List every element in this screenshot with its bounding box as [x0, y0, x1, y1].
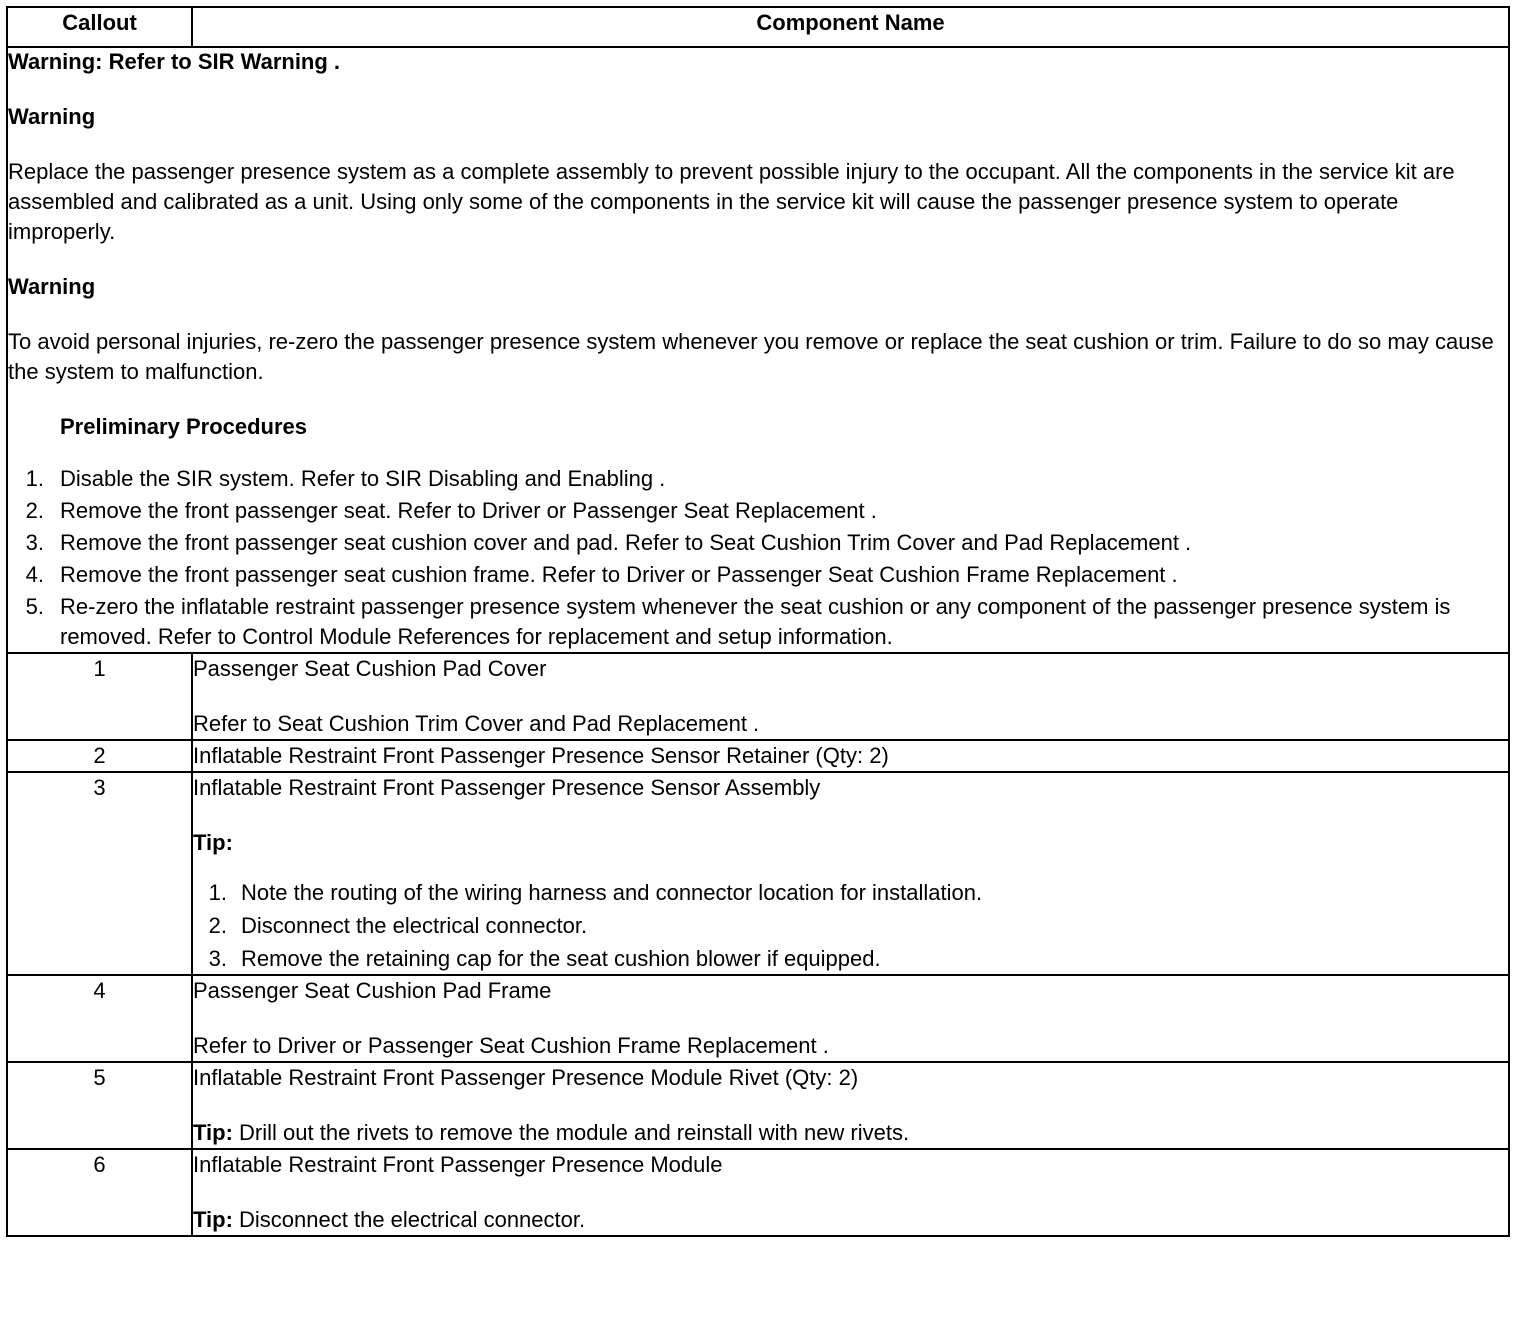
list-item: 1. Disable the SIR system. Refer to SIR Disabling and Enabling . [25, 466, 666, 491]
component-cell [192, 1062, 1509, 1149]
callout-number: 6 [7, 1149, 192, 1236]
list-item: 3. Remove the retaining cap for the seat cushion blower if equipped. [208, 946, 881, 971]
warning-title-2: Warning [8, 274, 96, 299]
component-cell [192, 772, 1509, 975]
list-item: 2. Remove the front passenger seat. Refer to Driver or Passenger Seat Replacement . [25, 498, 877, 523]
component-reference: Refer to Seat Cushion Trim Cover and Pad Replacement . [193, 711, 760, 736]
tip-steps-list [193, 878, 1508, 974]
table-header-row [7, 7, 1509, 47]
component-tip [193, 1118, 1508, 1148]
callout-column-header: Callout [7, 7, 192, 47]
tip-text: Disconnect the electrical connector. [232, 1207, 586, 1232]
list-item: 4. Remove the front passenger seat cushion frame. Refer to Driver or Passenger Seat Cushion Frame Replacement . [25, 562, 1178, 587]
component-cell [192, 653, 1509, 740]
component-name: Passenger Seat Cushion Pad Frame [193, 978, 552, 1003]
notes-row [7, 47, 1509, 653]
callout-number: 2 [7, 740, 192, 772]
tip-label: Tip: [193, 830, 233, 855]
callout-number: 1 [7, 653, 192, 740]
component-name: Inflatable Restraint Front Passenger Presence Module Rivet (Qty: 2) [193, 1065, 859, 1090]
list-item: 1. Note the routing of the wiring harness and connector location for installation. [208, 880, 983, 905]
table-row [7, 772, 1509, 975]
component-reference: Refer to Driver or Passenger Seat Cushion Frame Replacement . [193, 1033, 829, 1058]
component-tip [193, 1205, 1508, 1235]
component-name-column-header: Component Name [192, 7, 1509, 47]
list-item: 5. Re-zero the inflatable restraint passenger presence system whenever the seat cushion or any component of the passenger presence system is removed. Refer to Control Module References for replacement and setup information. [25, 594, 1451, 649]
preliminary-steps-list [8, 464, 1508, 652]
tip-label: Tip: [193, 1207, 233, 1232]
tip-label: Tip: [193, 1120, 233, 1145]
component-cell [192, 975, 1509, 1062]
warning-text-2: To avoid personal injuries, re-zero the passenger presence system whenever you remove or replace the seat cushion or trim. Failure to do so may cause the system to malfunction. [8, 329, 1494, 384]
component-cell [192, 740, 1509, 772]
table-row [7, 975, 1509, 1062]
component-name: Inflatable Restraint Front Passenger Presence Module [193, 1152, 723, 1177]
preliminary-procedures-title: Preliminary Procedures [60, 414, 308, 439]
warning-title-1: Warning [8, 104, 96, 129]
component-name: Inflatable Restraint Front Passenger Presence Sensor Assembly [193, 775, 821, 800]
table-row [7, 653, 1509, 740]
tip-text: Drill out the rivets to remove the module and reinstall with new rivets. [232, 1120, 910, 1145]
list-item: 3. Remove the front passenger seat cushion cover and pad. Refer to Seat Cushion Trim Cover and Pad Replacement . [25, 530, 1192, 555]
table-row [7, 740, 1509, 772]
table-row [7, 1062, 1509, 1149]
callout-number: 5 [7, 1062, 192, 1149]
callout-number: 3 [7, 772, 192, 975]
component-table [6, 6, 1510, 1237]
sir-warning-reference: Warning: Refer to SIR Warning . [8, 49, 341, 74]
list-item: 2. Disconnect the electrical connector. [208, 913, 588, 938]
component-name: Inflatable Restraint Front Passenger Presence Sensor Retainer (Qty: 2) [193, 743, 889, 768]
warning-text-1: Replace the passenger presence system as a complete assembly to prevent possible injury to the occupant. All the components in the service kit are assembled and calibrated as a unit. Using only some of the components in the service kit will cause the passenger presence system to operate improperly. [8, 159, 1455, 244]
component-cell [192, 1149, 1509, 1236]
callout-number: 4 [7, 975, 192, 1062]
component-name: Passenger Seat Cushion Pad Cover [193, 656, 547, 681]
table-row [7, 1149, 1509, 1236]
notes-cell [7, 47, 1509, 653]
